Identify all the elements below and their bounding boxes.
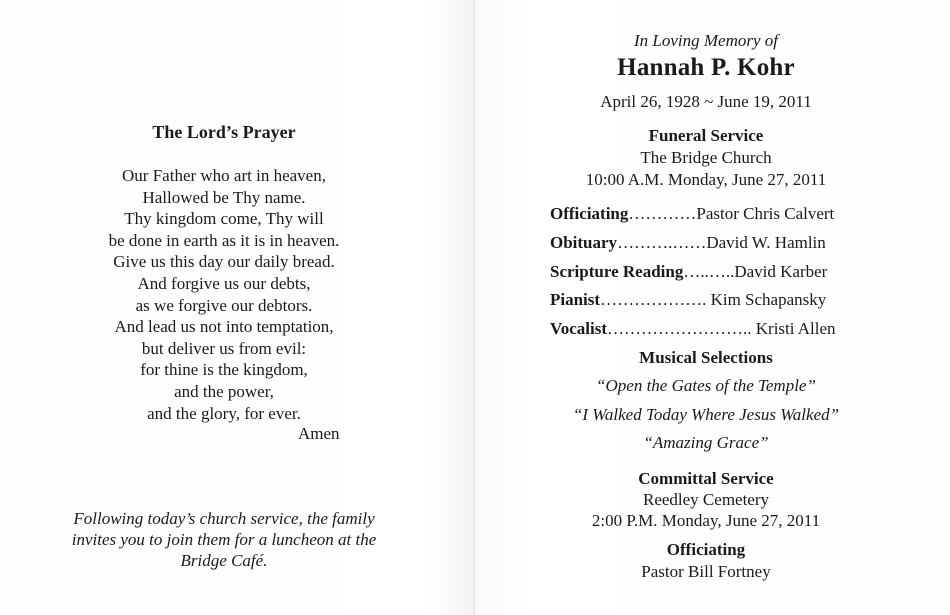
center-fold — [474, 0, 475, 615]
prayer-text — [0, 165, 448, 424]
right-panel — [476, 0, 950, 615]
participant-person: David Karber — [734, 262, 828, 281]
prayer-line: Our Father who art in heaven, — [122, 166, 326, 185]
participant-role: Officiating — [550, 204, 629, 223]
luncheon-invitation — [0, 508, 448, 571]
song-title: “Amazing Grace” — [643, 433, 769, 452]
participant-leader: ……….…… — [617, 233, 707, 252]
life-dates: April 26, 1928 ~ June 19, 2011 — [600, 92, 812, 111]
committal-location: Reedley Cemetery — [642, 490, 770, 509]
participant-leader: ………… — [628, 204, 697, 223]
music-heading: Musical Selections — [639, 348, 773, 367]
prayer-amen: Amen — [298, 424, 340, 443]
committal-time: 2:00 P.M. Monday, June 27, 2011 — [591, 511, 821, 530]
prayer-line: Give us this day our daily bread. — [113, 252, 335, 272]
participant-obituary — [550, 233, 826, 253]
participant-role: Pianist — [550, 290, 601, 309]
participant-role: Scripture Reading — [550, 262, 684, 281]
prayer-line: And lead us not into temptation, — [114, 317, 334, 337]
committal-heading: Committal Service — [638, 469, 774, 488]
participant-pianist — [550, 290, 826, 310]
luncheon-line: invites you to join them for a luncheon at the — [71, 530, 377, 549]
participant-role: Obituary — [550, 233, 618, 252]
prayer-line: as we forgive our debtors. — [135, 295, 313, 315]
participant-role: Vocalist — [550, 319, 607, 338]
song-title: “I Walked Today Where Jesus Walked” — [572, 405, 840, 424]
song-title: “Open the Gates of the Temple” — [596, 376, 816, 395]
prayer-line: And forgive us our debts, — [137, 273, 311, 293]
funeral-heading: Funeral Service — [648, 126, 764, 145]
participant-scripture — [550, 262, 827, 282]
luncheon-line: Following today’s church service, the family — [73, 509, 375, 528]
funeral-time: 10:00 A.M. Monday, June 27, 2011 — [585, 170, 827, 189]
committal-officiating-heading: Officiating — [666, 540, 746, 559]
participant-leader: …………………….. — [607, 319, 752, 338]
committal-officiant: Pastor Bill Fortney — [641, 562, 771, 581]
prayer-line: and the power, — [174, 381, 274, 401]
left-panel — [0, 0, 474, 615]
participant-person: Kim Schapansky — [706, 290, 827, 309]
prayer-line: Thy kingdom come, Thy will — [124, 209, 324, 229]
participant-leader: ………………. — [600, 290, 707, 309]
prayer-line: be done in earth as it is in heaven. — [108, 230, 340, 250]
participant-officiating — [550, 204, 834, 224]
prayer-line: but deliver us from evil: — [141, 338, 307, 358]
participant-person: Kristi Allen — [751, 319, 836, 338]
memory-line: In Loving Memory of — [633, 31, 778, 50]
prayer-line: for thine is the kingdom, — [140, 360, 308, 380]
funeral-location: The Bridge Church — [640, 148, 772, 167]
prayer-line: Hallowed be Thy name. — [142, 187, 306, 207]
prayer-title: The Lord’s Prayer — [152, 122, 296, 142]
participant-person: David W. Hamlin — [706, 233, 826, 252]
deceased-name: Hannah P. Kohr — [617, 54, 795, 81]
luncheon-line: Bridge Café. — [180, 551, 268, 570]
participant-person: Pastor Chris Calvert — [696, 204, 835, 223]
participant-leader: …..….. — [683, 262, 735, 281]
prayer-line: and the glory, for ever. — [147, 403, 301, 423]
participant-vocalist — [550, 319, 836, 339]
